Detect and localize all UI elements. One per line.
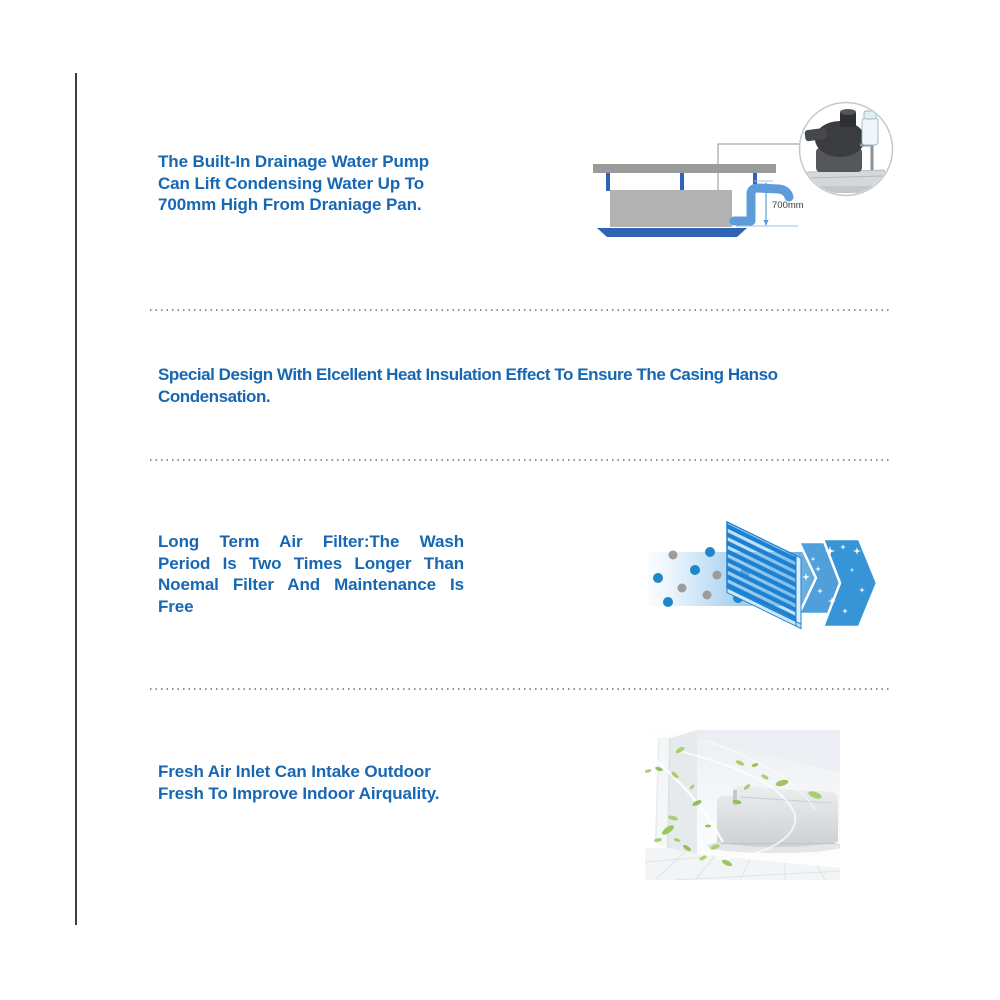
heading-line: 700mm High From Draniage Pan. <box>158 195 422 215</box>
heading-line: Period Is Two Times Longer Than <box>158 553 464 573</box>
dotted-separator-1 <box>150 309 890 311</box>
dotted-separator-3 <box>150 688 890 690</box>
section-air-filter-heading <box>158 531 464 617</box>
heading-line: Long Term Air Filter:The Wash <box>158 532 464 551</box>
dotted-separator-2 <box>150 459 890 461</box>
ceiling-slab <box>593 164 776 173</box>
dimension-label: 700mm <box>772 200 804 211</box>
cassette-panel <box>597 228 747 237</box>
filter-airflow-diagram <box>630 500 900 650</box>
heading-line: Free <box>158 596 194 616</box>
heading-line: Fresh Air Inlet Can Intake Outdoor <box>158 762 431 781</box>
section-drainage-pump-heading <box>158 151 470 216</box>
drain-pump-diagram <box>580 95 900 255</box>
heading-line: Fresh To Improve Indoor Airquality. <box>158 783 440 803</box>
heading-line: Special Design With Elcellent Heat Insulation Effect To Ensure The Casing Hanso <box>158 365 778 384</box>
pump-photo-inset <box>800 103 893 196</box>
heading-line: Condensation. <box>158 386 271 406</box>
left-rule <box>75 73 77 925</box>
fresh-air-room-photo <box>645 730 840 880</box>
heading-line: Can Lift Condensing Water Up To <box>158 173 425 193</box>
section-heat-insulation-heading <box>158 364 778 407</box>
heading-line: Noemal Filter And Maintenance Is <box>158 575 464 595</box>
heading-line: The Built-In Drainage Water Pump <box>158 152 430 171</box>
hanger-rods <box>606 173 757 191</box>
section-fresh-air-heading <box>158 761 478 804</box>
indoor-unit <box>610 190 732 227</box>
filter-panel <box>727 522 801 629</box>
